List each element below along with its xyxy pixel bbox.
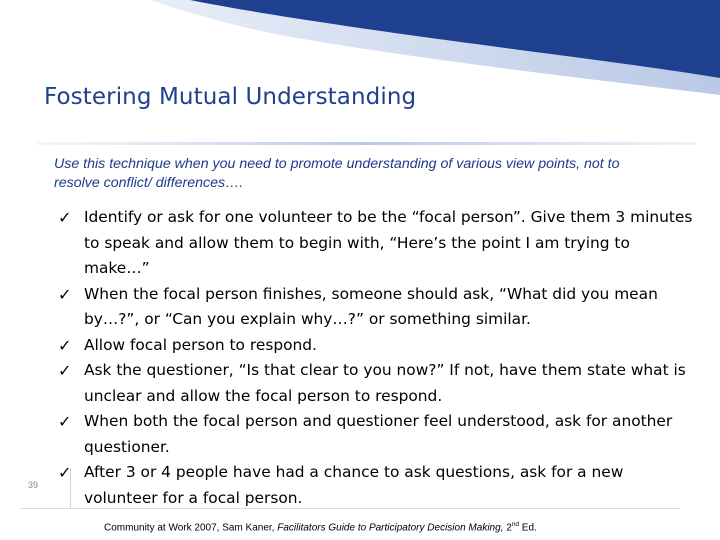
list-item [58,282,698,333]
list-item [58,358,698,409]
list-item-text: When the focal person finishes, someone should ask, “What did you mean by…?”, or “Can you explain why…?” or something similar. [84,284,658,328]
citation-ed: Ed. [519,522,537,534]
page-title: Fostering Mutual Understanding [44,84,417,110]
checkmark-icon: ✓ [58,208,72,227]
intro-text: Use this technique when you need to promote understanding of various view points, not to resolve conflict/ differences…. [54,156,620,191]
checkmark-icon: ✓ [58,463,72,482]
checkmark-icon: ✓ [58,335,72,355]
list-item [58,333,698,359]
instruction-list [58,205,698,511]
citation-prefix: Community at Work 2007, Sam Kaner, [104,522,278,534]
page-number: 39 [28,480,39,490]
footer-divider [20,508,680,509]
list-item [58,205,698,282]
citation-edition-suffix: nd [511,521,520,528]
list-item-text: Allow focal person to respond. [84,335,317,354]
list-item-text: Ask the questioner, “Is that clear to you now?” If not, have them state what is unclear and allow the focal person to respond. [84,361,686,405]
list-item-text: After 3 or 4 people have had a chance to ask questions, ask for a new volunteer for a focal person. [84,463,624,507]
title-divider [36,142,696,145]
citation-edition: 2 [506,522,512,534]
checkmark-icon: ✓ [58,412,72,431]
checkmark-icon: ✓ [58,361,72,380]
list-item-text: When both the focal person and questioner feel understood, ask for another questioner. [84,412,673,456]
list-item [58,460,698,511]
citation-title: Facilitators Guide to Participatory Decision Making, [277,522,507,534]
list-item-text: Identify or ask for one volunteer to be the “focal person”. Give them 3 minutes to speak and allow them to begin with, “Here’s the point I am trying to make…” [84,208,693,277]
citation [104,521,537,533]
checkmark-icon: ✓ [58,284,72,304]
list-item [58,409,698,460]
